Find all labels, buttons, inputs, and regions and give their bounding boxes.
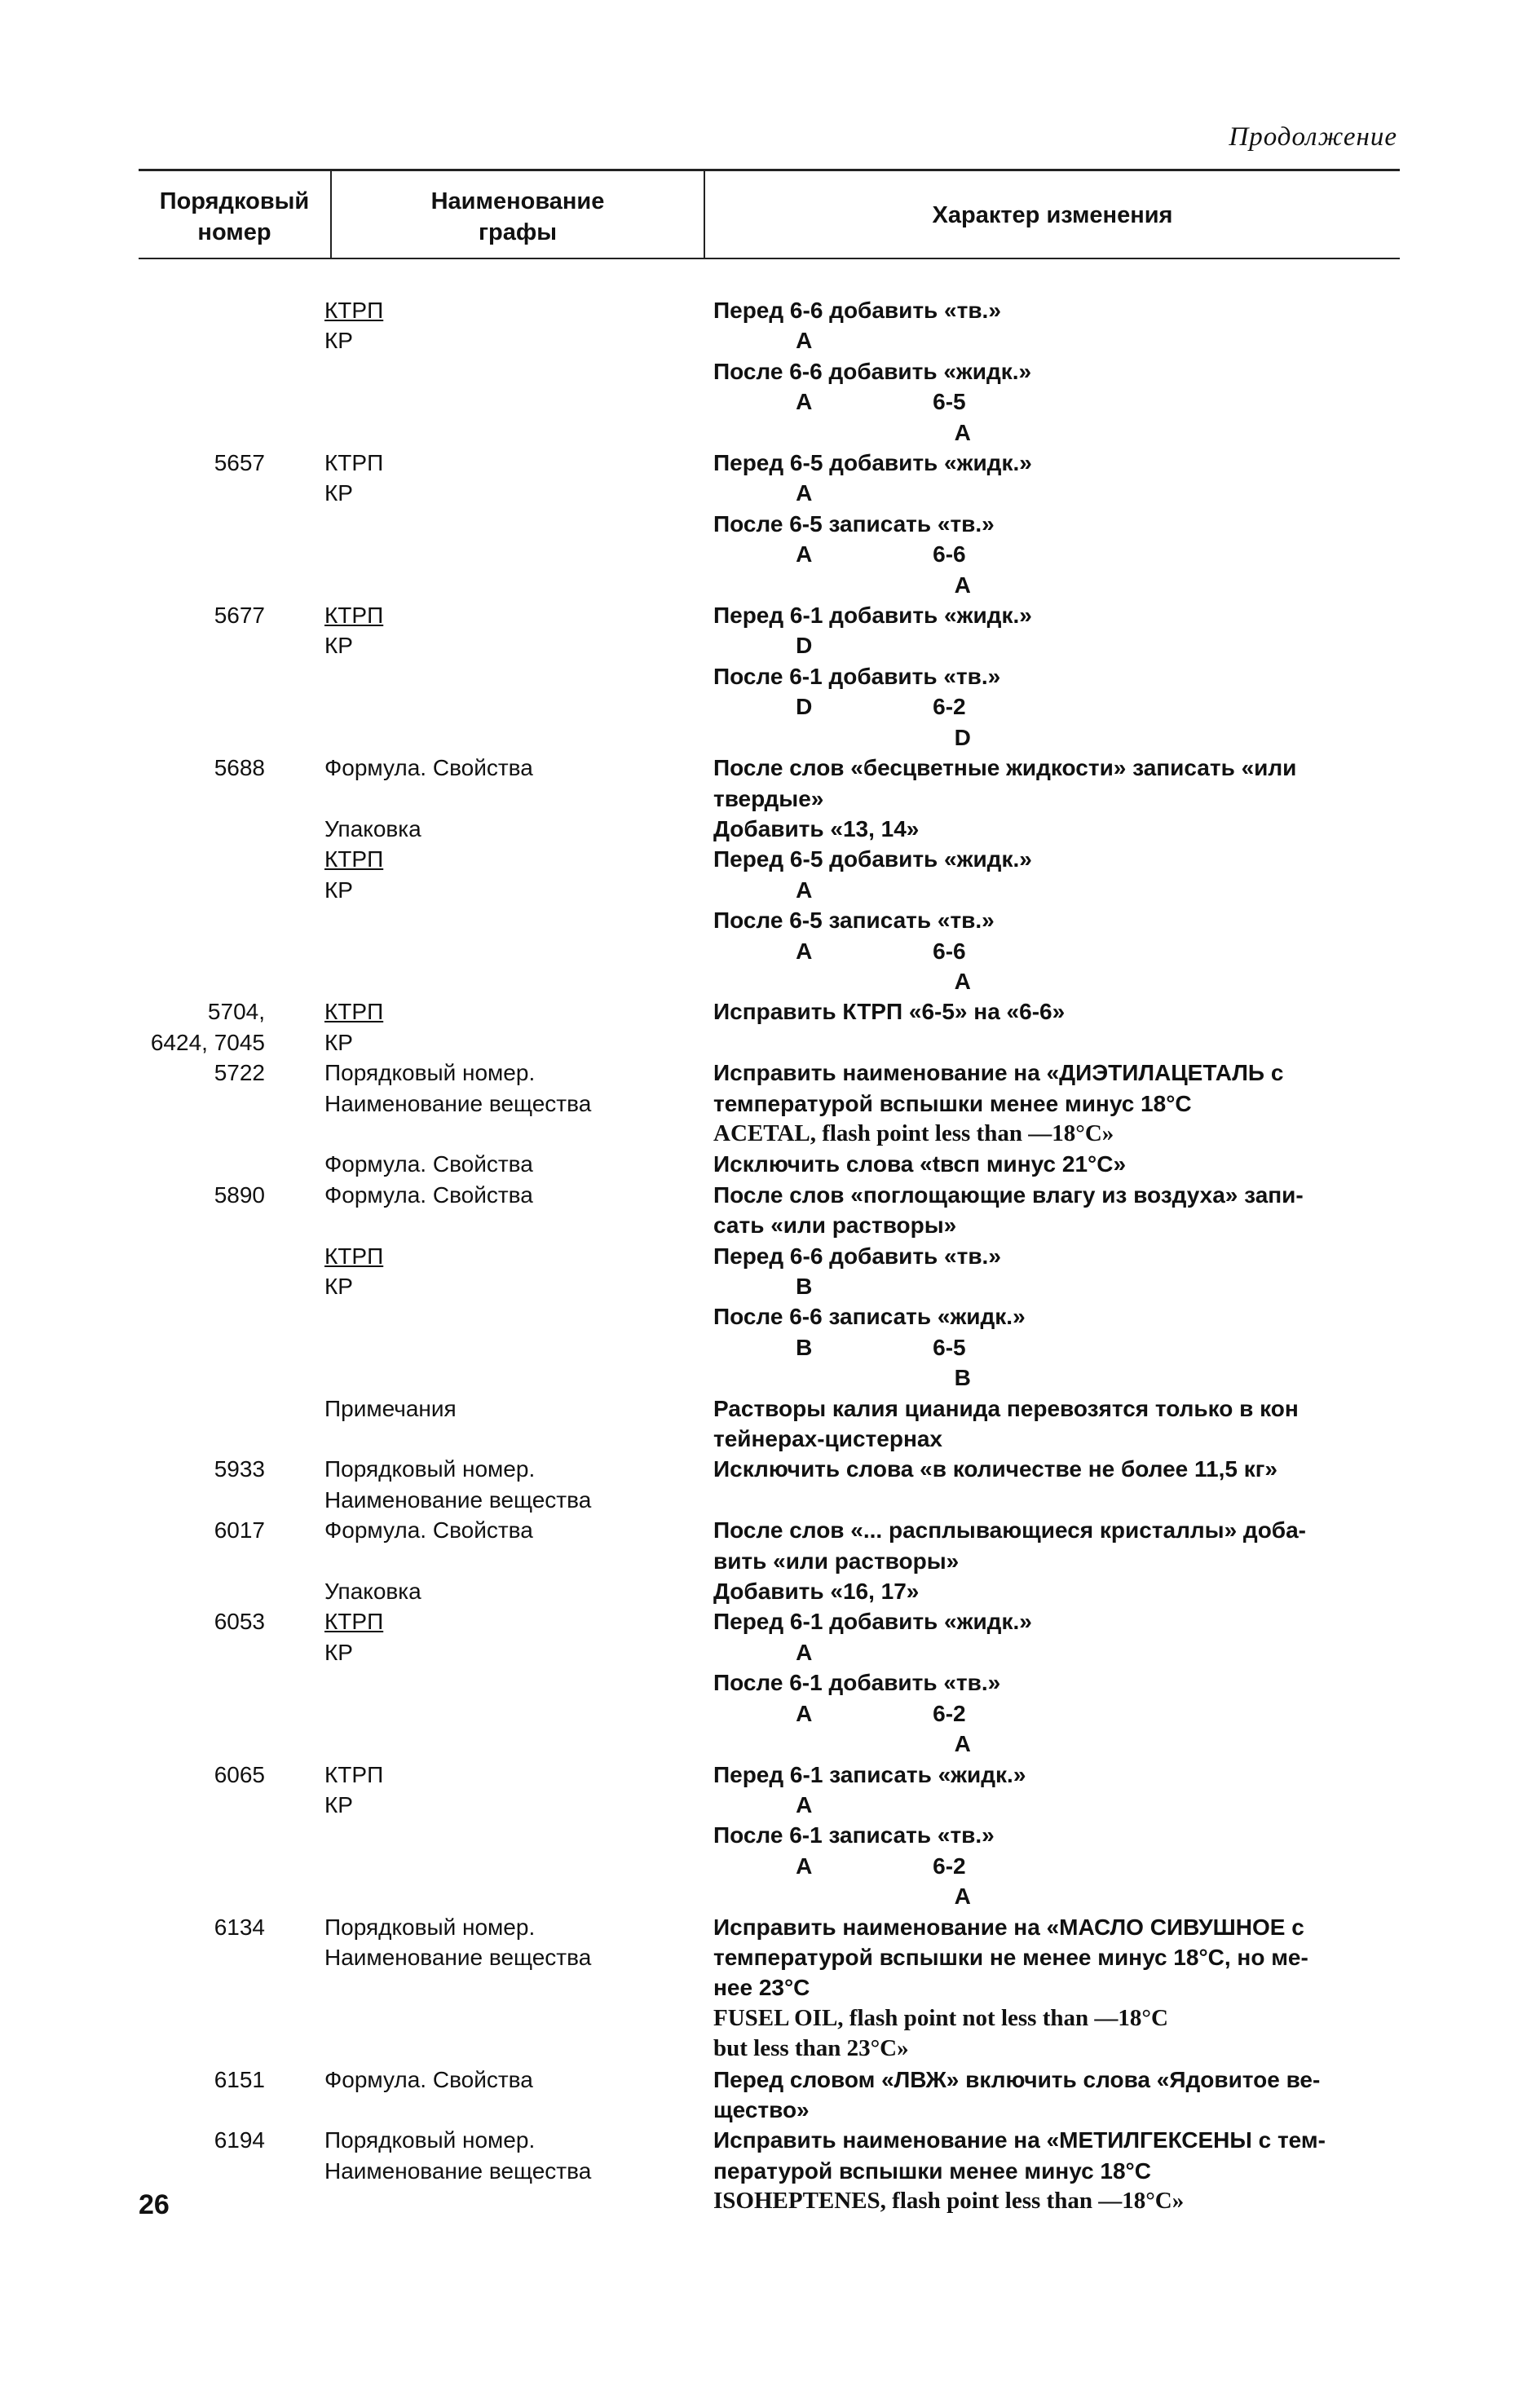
change-description-cell bbox=[713, 1058, 1402, 1180]
change-line: А bbox=[713, 480, 813, 506]
column-name bbox=[324, 1210, 713, 1240]
change-line: А 6-5 bbox=[713, 389, 966, 415]
column-name: КТРП bbox=[324, 1243, 384, 1269]
change-line: А 6-2 bbox=[713, 1700, 966, 1726]
change-line: Перед словом «ЛВЖ» включить слова «Ядовитое ве- bbox=[713, 2066, 1321, 2092]
change-line: but less than 23°С» bbox=[713, 2035, 909, 2062]
change-description-cell bbox=[713, 295, 1402, 448]
change-line: Добавить «13, 14» bbox=[713, 815, 920, 841]
change-description-cell bbox=[713, 600, 1402, 753]
change-line: Перед 6-5 добавить «жидк.» bbox=[713, 846, 1032, 872]
column-name-cell bbox=[324, 1515, 713, 1606]
serial-number-cell bbox=[139, 295, 265, 325]
table-row bbox=[139, 2125, 1402, 2216]
change-line: температурой вспышки менее минус 18°С bbox=[713, 1090, 1192, 1116]
change-line: твердые» bbox=[713, 785, 824, 811]
change-line: После слов «бесцветные жидкости» записать «или bbox=[713, 755, 1297, 781]
change-line: А bbox=[713, 1731, 971, 1757]
change-line: нее 23°С bbox=[713, 1975, 810, 2001]
change-line: температурой вспышки не менее минус 18°С, но ме- bbox=[713, 1944, 1308, 1970]
column-name: КР bbox=[324, 1029, 353, 1055]
change-line: Перед 6-1 добавить «жидк.» bbox=[713, 603, 1032, 629]
column-name-cell bbox=[324, 2065, 713, 2095]
column-name: КР bbox=[324, 633, 353, 659]
change-line: А bbox=[713, 328, 813, 354]
amendments-table-body bbox=[139, 295, 1402, 2217]
change-line: вить «или растворы» bbox=[713, 1548, 960, 1574]
change-line: ISOHEPTENES, flash point less than —18°С» bbox=[713, 2188, 1185, 2215]
serial-number-cell bbox=[139, 1454, 265, 1484]
change-line: D 6-2 bbox=[713, 694, 966, 720]
table-row bbox=[139, 753, 1402, 996]
column-name: КТРП bbox=[324, 846, 384, 872]
table-row bbox=[139, 2065, 1402, 2126]
table-row bbox=[139, 1058, 1402, 1180]
table-header-rule bbox=[139, 258, 1400, 259]
column-name: Порядковый номер. bbox=[324, 2127, 536, 2153]
change-line: Перед 6-5 добавить «жидк.» bbox=[713, 450, 1032, 476]
column-name-cell bbox=[324, 753, 713, 905]
serial-number-cell bbox=[139, 996, 265, 1058]
column-name-cell bbox=[324, 1606, 713, 1667]
column-name: Порядковый номер. bbox=[324, 1060, 536, 1086]
change-line: А bbox=[713, 968, 971, 994]
column-name: Формула. Свойства bbox=[324, 1151, 533, 1177]
change-line: После слов «поглощающие влагу из воздуха» запи- bbox=[713, 1181, 1304, 1208]
serial-number-cell bbox=[139, 1180, 265, 1210]
change-line: После 6-1 добавить «тв.» bbox=[713, 1670, 1001, 1696]
column-name bbox=[324, 1119, 713, 1149]
change-line: Перед 6-6 добавить «тв.» bbox=[713, 1243, 1001, 1269]
table-top-rule bbox=[139, 169, 1400, 171]
column-name bbox=[324, 1362, 713, 1393]
page-number: 26 bbox=[139, 2189, 170, 2220]
column-name: КТРП bbox=[324, 1761, 384, 1787]
change-line: А bbox=[713, 1884, 971, 1910]
column-name: КР bbox=[324, 1274, 353, 1299]
column-name bbox=[324, 1546, 713, 1576]
serial-number-cell bbox=[139, 1058, 265, 1088]
change-line: Добавить «16, 17» bbox=[713, 1579, 920, 1605]
serial-number: 5704, bbox=[207, 999, 265, 1025]
table-row bbox=[139, 996, 1402, 1058]
change-line: D bbox=[713, 724, 971, 750]
column-name-cell bbox=[324, 1760, 713, 1821]
serial-number: 6053 bbox=[214, 1609, 265, 1635]
serial-number: 6194 bbox=[214, 2127, 265, 2153]
table-row bbox=[139, 448, 1402, 600]
column-name: Упаковка bbox=[324, 1579, 421, 1605]
column-name: Порядковый номер. bbox=[324, 1914, 536, 1940]
change-line: сать «или растворы» bbox=[713, 1212, 957, 1239]
column-name bbox=[324, 784, 713, 814]
serial-number-cell bbox=[139, 753, 265, 783]
column-name: КТРП bbox=[324, 999, 384, 1025]
change-line: Исключить слова «в количестве не более 11,5 кг» bbox=[713, 1456, 1277, 1482]
serial-number: 5890 bbox=[214, 1181, 265, 1208]
change-line: пературой вспышки менее минус 18°С bbox=[713, 2157, 1151, 2184]
change-description-cell bbox=[713, 1606, 1402, 1759]
change-line: щество» bbox=[713, 2096, 810, 2122]
column-name: Наименование вещества bbox=[324, 1486, 592, 1513]
column-name: КТРП bbox=[324, 1609, 384, 1635]
serial-number-cell bbox=[139, 1606, 265, 1636]
column-name: КР bbox=[324, 480, 353, 506]
column-name-cell bbox=[324, 600, 713, 661]
change-line: В 6-5 bbox=[713, 1334, 966, 1360]
column-name: Наименование вещества bbox=[324, 2157, 592, 2184]
change-line: После 6-1 добавить «тв.» bbox=[713, 663, 1001, 689]
column-name: Формула. Свойства bbox=[324, 1181, 533, 1208]
change-line: Исправить наименование на «МАСЛО СИВУШНОЕ с bbox=[713, 1914, 1304, 1940]
serial-number-cell bbox=[139, 2125, 265, 2155]
change-line: Исправить наименование на «МЕТИЛГЕКСЕНЫ с тем- bbox=[713, 2127, 1326, 2153]
change-line: А 6-6 bbox=[713, 938, 966, 964]
column-name: Наименование вещества bbox=[324, 1090, 592, 1116]
serial-number: 5657 bbox=[214, 450, 265, 476]
change-line: А bbox=[713, 1639, 813, 1665]
change-line: тейнерах-цистернах bbox=[713, 1426, 942, 1452]
column-name: Примечания bbox=[324, 1395, 457, 1421]
change-line: А bbox=[713, 877, 813, 903]
column-name-cell bbox=[324, 1180, 713, 1424]
table-row bbox=[139, 1760, 1402, 1912]
serial-number: 5722 bbox=[214, 1060, 265, 1086]
change-line: После 6-1 записать «тв.» bbox=[713, 1822, 995, 1848]
table-row bbox=[139, 1912, 1402, 2065]
change-line: После 6-6 добавить «жидк.» bbox=[713, 358, 1032, 384]
serial-number: 6424, 7045 bbox=[150, 1029, 265, 1055]
column-name: КР bbox=[324, 328, 353, 354]
change-description-cell bbox=[713, 996, 1402, 1027]
header-serial-number: Порядковый номер bbox=[159, 188, 310, 245]
table-row bbox=[139, 1454, 1402, 1515]
change-line: Растворы калия цианида перевозятся только в кон bbox=[713, 1395, 1299, 1421]
column-name bbox=[324, 1301, 713, 1332]
serial-number: 5677 bbox=[214, 603, 265, 629]
change-line: Перед 6-6 добавить «тв.» bbox=[713, 298, 1001, 323]
column-name: Формула. Свойства bbox=[324, 1517, 533, 1544]
change-line: Исправить КТРП «6-5» на «6-6» bbox=[713, 999, 1066, 1025]
column-name: КТРП bbox=[324, 450, 384, 476]
table-row bbox=[139, 1515, 1402, 1606]
column-name: КТРП bbox=[324, 603, 384, 629]
serial-number-cell bbox=[139, 1515, 265, 1545]
serial-number bbox=[139, 295, 265, 325]
change-line: А bbox=[713, 572, 971, 598]
change-description-cell bbox=[713, 2125, 1402, 2216]
change-line: В bbox=[713, 1365, 971, 1391]
column-name-cell bbox=[324, 1454, 713, 1515]
table-row bbox=[139, 600, 1402, 753]
column-name-cell bbox=[324, 1058, 713, 1180]
header-change-description: Характер изменения bbox=[932, 202, 1173, 228]
continuation-label: Продолжение bbox=[1229, 122, 1397, 152]
change-description-cell bbox=[713, 1454, 1402, 1484]
change-line: После слов «... расплывающиеся кристаллы» доба- bbox=[713, 1517, 1306, 1544]
column-name: Упаковка bbox=[324, 815, 421, 841]
change-description-cell bbox=[713, 1180, 1402, 1455]
change-line: ACETAL, flash point less than —18°С» bbox=[713, 1120, 1114, 1146]
change-description-cell bbox=[713, 2065, 1402, 2126]
change-line: D bbox=[713, 633, 813, 659]
change-line: Перед 6-1 записать «жидк.» bbox=[713, 1761, 1026, 1787]
column-name-cell bbox=[324, 295, 713, 356]
serial-number-cell bbox=[139, 448, 265, 478]
column-name-cell bbox=[324, 2125, 713, 2186]
serial-number: 5933 bbox=[214, 1456, 265, 1482]
serial-number: 6065 bbox=[214, 1761, 265, 1787]
column-name-cell bbox=[324, 1912, 713, 1973]
column-name: КР bbox=[324, 1639, 353, 1665]
change-line: Перед 6-1 добавить «жидк.» bbox=[713, 1609, 1032, 1635]
column-name: Наименование вещества bbox=[324, 1944, 592, 1970]
serial-number-cell bbox=[139, 1760, 265, 1790]
change-line: После 6-5 записать «тв.» bbox=[713, 510, 995, 537]
change-line: Исключить слова «tвсп минус 21°С» bbox=[713, 1151, 1127, 1177]
serial-number: 6151 bbox=[214, 2066, 265, 2092]
table-row bbox=[139, 1180, 1402, 1455]
column-name: Формула. Свойства bbox=[324, 755, 533, 781]
change-line: FUSEL OIL, flash point not less than —18°С bbox=[713, 2004, 1168, 2031]
change-line: А bbox=[713, 419, 971, 445]
change-line: А 6-6 bbox=[713, 541, 966, 568]
table-row bbox=[139, 1606, 1402, 1759]
change-line: После 6-6 записать «жидк.» bbox=[713, 1304, 1026, 1330]
column-name: КР bbox=[324, 877, 353, 903]
change-line: В bbox=[713, 1274, 813, 1299]
serial-number: 6017 bbox=[214, 1517, 265, 1544]
change-line: После 6-5 записать «тв.» bbox=[713, 908, 995, 934]
change-description-cell bbox=[713, 753, 1402, 996]
serial-number-cell bbox=[139, 600, 265, 630]
column-name: КТРП bbox=[324, 298, 384, 323]
serial-number: 6134 bbox=[214, 1914, 265, 1940]
change-description-cell bbox=[713, 1515, 1402, 1606]
header-column-name: Наименование графы bbox=[430, 188, 605, 245]
column-name bbox=[324, 1332, 713, 1362]
column-name: КР bbox=[324, 1791, 353, 1817]
change-line: А 6-2 bbox=[713, 1853, 966, 1879]
change-description-cell bbox=[713, 448, 1402, 600]
change-line: Исправить наименование на «ДИЭТИЛАЦЕТАЛЬ с bbox=[713, 1060, 1284, 1086]
column-name: Формула. Свойства bbox=[324, 2066, 533, 2092]
change-description-cell bbox=[713, 1760, 1402, 1912]
column-name-cell bbox=[324, 996, 713, 1058]
serial-number-cell bbox=[139, 2065, 265, 2095]
change-description-cell bbox=[713, 1912, 1402, 2065]
serial-number-cell bbox=[139, 1912, 265, 1942]
column-name: Порядковый номер. bbox=[324, 1456, 536, 1482]
table-row bbox=[139, 295, 1402, 448]
column-name-cell bbox=[324, 448, 713, 509]
serial-number: 5688 bbox=[214, 755, 265, 781]
change-line: А bbox=[713, 1791, 813, 1817]
